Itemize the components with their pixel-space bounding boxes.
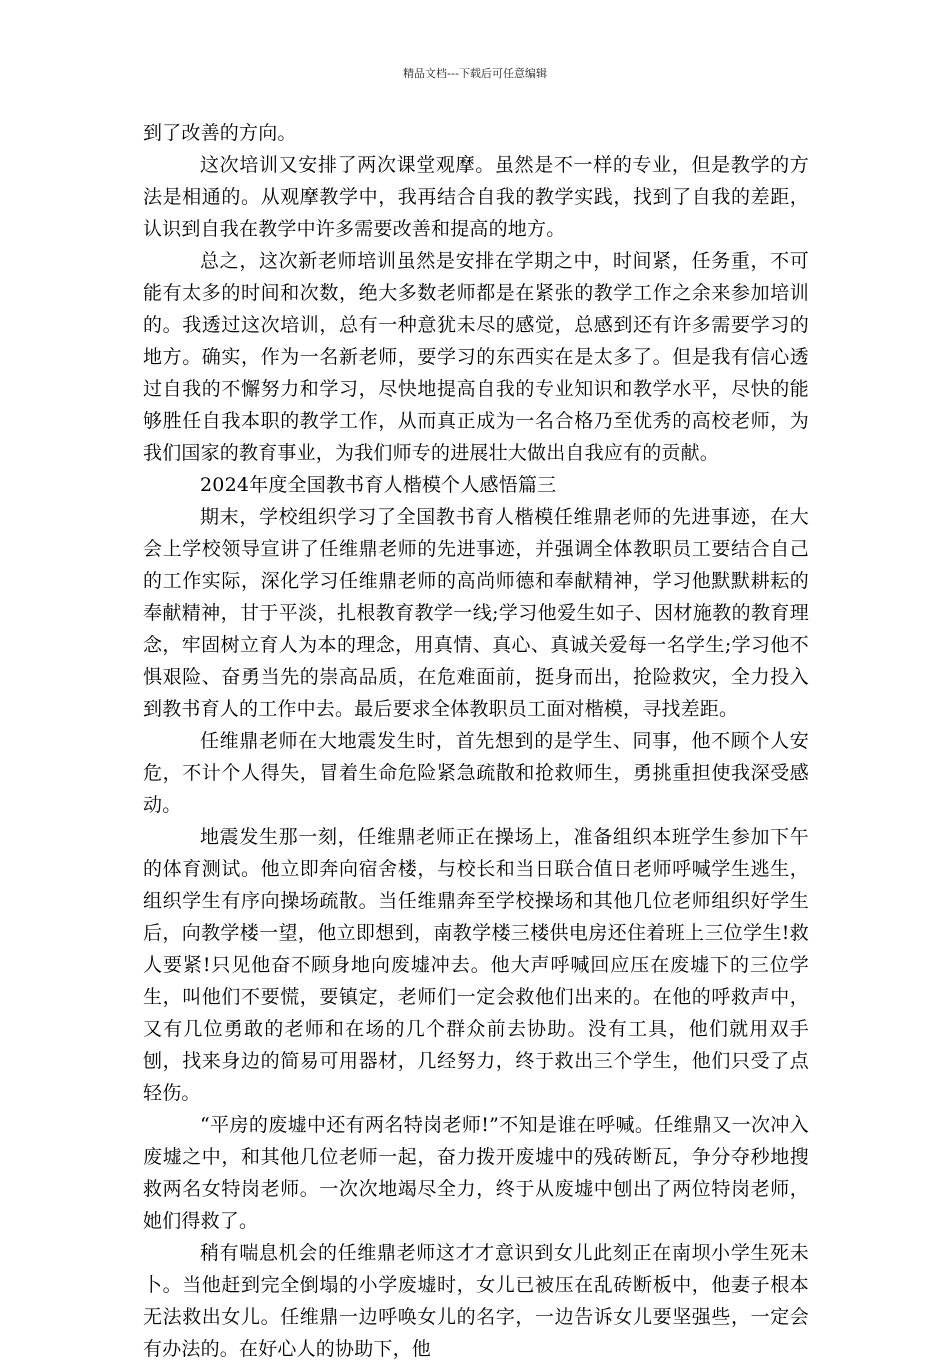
paragraph: 地震发生那一刻，任维鼎老师正在操场上，准备组织本班学生参加下午的体育测试。他立即奔向宿舍楼，与校长和当日联合值日老师呼喊学生逃生，组织学生有序向操场疏散。当任维鼎奔至学校操场和其他几位老师组织好学生后，向教学楼一望，他立即想到，南教学楼三楼供电房还住着班上三位学生!救人要紧!只见他奋不顾身地向废墟冲去。他大声呼喊回应压在废墟下的三位学生，叫他们不要慌，要镇定，老师们一定会救他们出来的。在他的呼救声中，又有几位勇敢的老师和在场的几个群众前去协助。没有工具，他们就用双手刨，找来身边的简易可用器材，几经努力，终于救出三个学生，他们只受了点轻伤。 <box>143 826 809 1104</box>
document-body <box>143 117 809 1365</box>
paragraph: 稍有喘息机会的任维鼎老师这才才意识到女儿此刻正在南坝小学生死未卜。当他赶到完全倒塌的小学废墟时，女儿已被压在乱砖断板中，他妻子根本无法救出女儿。任维鼎一边呼唤女儿的名字，一边告诉女儿要坚强些，一定会有办法的。在好心人的协助下，他 <box>143 1242 809 1360</box>
paragraph: 任维鼎老师在大地震发生时，首先想到的是学生、同事，他不顾个人安危，不计个人得失，冒着生命危险紧急疏散和抢救师生，勇挑重担使我深受感动。 <box>143 730 809 816</box>
paragraph: 到了改善的方向。 <box>143 122 297 144</box>
paragraph: “平房的废墟中还有两名特岗老师!”不知是谁在呼喊。任维鼎又一次冲入废墟之中，和其他几位老师一起，奋力拨开废墟中的残砖断瓦，争分夺秒地搜救两名女特岗老师。一次次地竭尽全力，终于从废墟中刨出了两位特岗老师，她们得救了。 <box>143 1114 809 1232</box>
paragraph: 总之，这次新老师培训虽然是安排在学期之中，时间紧，任务重，不可能有太多的时间和次数，绝大多数老师都是在紧张的教学工作之余来参加培训的。我透过这次培训，总有一种意犹未尽的感觉，总感到还有许多需要学习的地方。确实，作为一名新老师，要学习的东西实在是太多了。但是我有信心透过自我的不懈努力和学习，尽快地提高自我的专业知识和教学水平，尽快的能够胜任自我本职的教学工作，从而真正成为一名合格乃至优秀的高校老师，为我们国家的教育事业，为我们师专的进展壮大做出自我应有的贡献。 <box>143 250 809 464</box>
paragraph: 期末，学校组织学习了全国教书育人楷模任维鼎老师的先进事迹，在大会上学校领导宣讲了任维鼎老师的先进事迹，并强调全体教职员工要结合自己的工作实际，深化学习任维鼎老师的高尚师德和奉献精神，学习他默默耕耘的奉献精神，甘于平淡，扎根教育教学一线;学习他爱生如子、因材施教的教育理念，牢固树立育人为本的理念，用真情、真心、真诚关爱每一名学生;学习他不惧艰险、奋勇当先的崇高品质，在危难面前，挺身而出，抢险救灾，全力投入到教书育人的工作中去。最后要求全体教职员工面对楷模，寻找差距。 <box>143 506 809 720</box>
page-header: 精品文档---下载后可任意编辑 <box>403 67 547 80</box>
section-heading: 2024年度全国教书育人楷模个人感悟篇三 <box>200 474 557 496</box>
paragraph: 这次培训又安排了两次课堂观摩。虽然是不一样的专业，但是教学的方法是相通的。从观摩教学中，我再结合自我的教学实践，找到了自我的差距，认识到自我在教学中许多需要改善和提高的地方。 <box>143 154 809 240</box>
